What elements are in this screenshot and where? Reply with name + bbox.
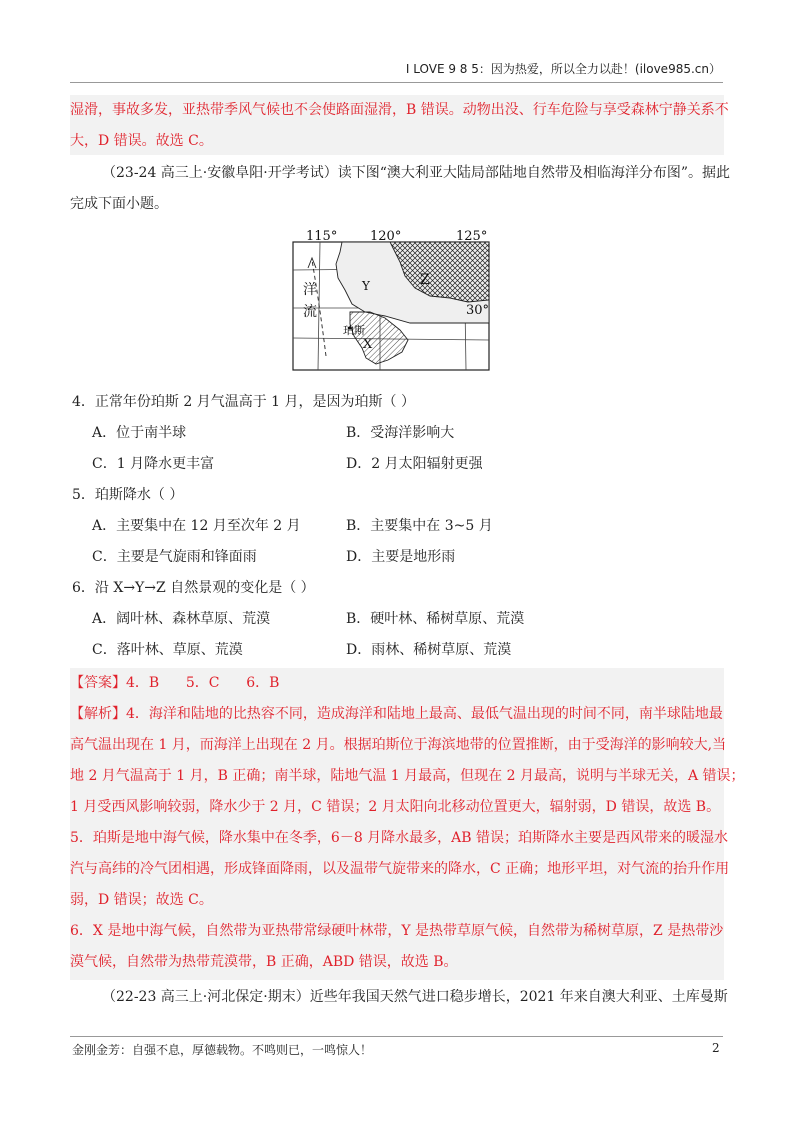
question-6-stem: 6．沿 X→Y→Z 自然景观的变化是（ ） — [72, 580, 315, 596]
lon-label-120: 120° — [370, 229, 402, 244]
analysis-text-1: 4．海洋和陆地的比热容不同，造成海洋和陆地上最高、最低气温出现的时间不同，南半球陆地最 — [126, 706, 723, 722]
prev-answer-line2: 大，D 错误。故选 C。 — [70, 133, 213, 149]
current-label-2: 流 — [303, 304, 317, 320]
footer-divider — [70, 1036, 723, 1037]
lon-label-115: 115° — [306, 229, 338, 244]
australia-map-figure — [290, 228, 495, 373]
question-intro-line1: （23-24 高三上·安徽阜阳·开学考试）读下图“澳大利亚大陆局部陆地自然带及相临海洋分布图”。据此 — [102, 165, 731, 181]
analysis-line-3: 地 2 月气温高于 1 月，B 正确；南半球，陆地气温 1 月最高，但现在 2 月最高，说明与半球无关，A 错误； — [70, 768, 745, 784]
analysis-line-7: 弱，D 错误；故选 C。 — [70, 892, 213, 908]
current-label-1: 洋 — [303, 282, 317, 298]
lon-label-125: 125° — [456, 229, 488, 244]
question-6-option-c: C．落叶林、草原、荒漠 — [92, 642, 243, 658]
header-divider — [70, 82, 723, 83]
analysis-line-6: 汽与高纬的冷气团相遇，形成锋面降雨，以及温带气旋带来的降水，C 正确；地形平坦，对气流的抬升作用 — [70, 861, 730, 877]
question-intro-line2: 完成下面小题。 — [70, 196, 168, 212]
question-6-option-a: A．阔叶林、森林草原、荒漠 — [92, 611, 271, 627]
question-6-option-d: D．雨林、稀树草原、荒漠 — [346, 642, 512, 658]
answer-values: 4．B 5．C 6．B — [126, 675, 280, 691]
answer-label: 【答案】 — [70, 675, 126, 691]
prev-answer-line1: 湿滑，事故多发，亚热带季风气候也不会使路面湿滑，B 错误。动物出没、行车危险与享受森林宁静关系不 — [70, 102, 729, 118]
page-header: I LOVE 9 8 5：因为热爱，所以全力以赴！(ilove985.cn） — [405, 62, 721, 76]
question-4-stem: 4．正常年份珀斯 2 月气温高于 1 月，是因为珀斯（ ） — [72, 394, 415, 410]
question-5-option-c: C．主要是气旋雨和锋面雨 — [92, 549, 257, 565]
question-5-stem: 5．珀斯降水（ ） — [72, 487, 184, 503]
question-4-option-d: D．2 月太阳辐射更强 — [346, 456, 483, 472]
analysis-line-9: 漠气候，自然带为热带荒漠带，B 正确，ABD 错误，故选 B。 — [70, 954, 458, 970]
zone-x-label: X — [363, 337, 373, 352]
analysis-line-8: 6．X 是地中海气候，自然带为亚热带常绿硬叶林带，Y 是热带草原气候，自然带为稀树草原，Z 是热带沙 — [70, 923, 724, 939]
analysis-line-4: 1 月受西风影响较弱，降水少于 2 月，C 错误；2 月太阳向北移动位置更大，辐射弱，D 错误，故选 B。 — [70, 799, 721, 815]
question-4-option-c: C．1 月降水更丰富 — [92, 456, 215, 472]
question-4-option-a: A．位于南半球 — [92, 425, 187, 441]
question-5-option-a: A．主要集中在 12 月至次年 2 月 — [92, 518, 301, 534]
zone-z-label: Z — [420, 272, 430, 288]
question-6-option-b: B．硬叶林、稀树草原、荒漠 — [346, 611, 525, 627]
question-5-option-d: D．主要是地形雨 — [346, 549, 456, 565]
answer-line — [70, 673, 724, 693]
footer-motto: 金刚金芳：自强不息，厚德载物。不鸣则已，一鸣惊人！ — [72, 1043, 373, 1057]
perth-label: 珀斯 — [343, 324, 365, 337]
analysis-line-2: 高气温出现在 1 月，而海洋上出现在 2 月。根据珀斯位于海滨地带的位置推断，由于受海洋的影响较大,当 — [70, 737, 727, 753]
analysis-line-1 — [70, 704, 724, 724]
analysis-label: 【解析】 — [70, 706, 126, 722]
question-4-option-b: B．受海洋影响大 — [346, 425, 455, 441]
lat-label-30: 30° — [466, 303, 490, 318]
question-5-option-b: B．主要集中在 3~5 月 — [346, 518, 493, 534]
zone-y-label: Y — [362, 279, 370, 293]
page-number: 2 — [712, 1041, 720, 1055]
next-question-intro: （22-23 高三上·河北保定·期末）近些年我国天然气进口稳步增长，2021 年来自澳大利亚、土库曼斯 — [102, 989, 728, 1005]
analysis-line-5: 5．珀斯是地中海气候，降水集中在冬季，6－8 月降水最多，AB 错误；珀斯降水主要是西风带来的暖湿水 — [70, 830, 729, 846]
